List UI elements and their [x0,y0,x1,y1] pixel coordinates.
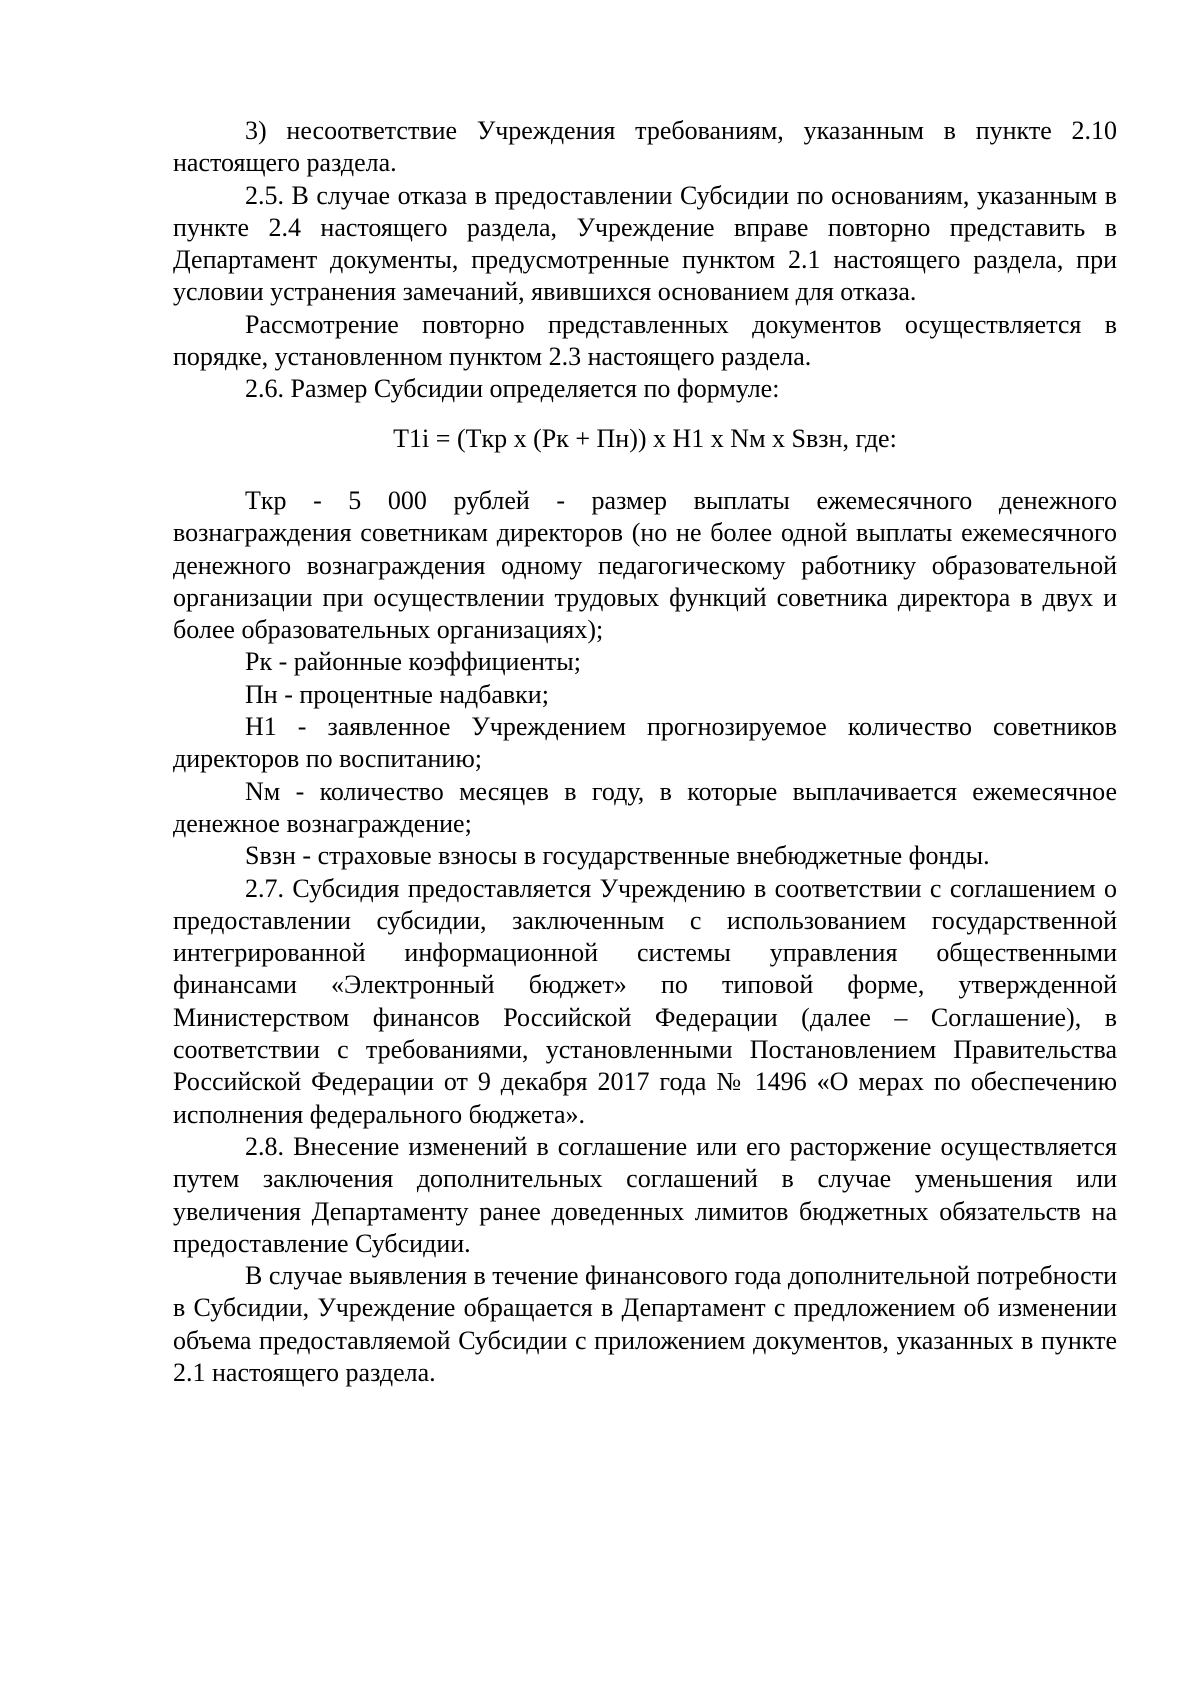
paragraph-review: Рассмотрение повторно представленных документов осуществляется в порядке, установленном пунктом 2.3 настоящего раздела. [173,309,1117,372]
definition-tkr: Tкр - 5 000 рублей - размер выплаты ежемесячного денежного вознаграждения советникам директоров (но не более одной выплаты ежемесячного денежного вознаграждения одному педагогическому работнику образовательной организации при осуществлении трудовых функций советника директора в двух и более образовательных организациях); [173,485,1117,645]
paragraph-additional-need: В случае выявления в течение финансового года дополнительной потребности в Субсидии, Учреждение обращается в Департамент с предложением об изменении объема предоставляемой Субсидии с приложением документов, указанных в пункте 2.1 настоящего раздела. [173,1261,1117,1387]
definition-pn: Пн - процентные надбавки; [245,679,549,709]
definition-h1: H1 - заявленное Учреждением прогнозируемое количество советников директоров по воспитанию; [173,712,1117,774]
definition-svzn: Sвзн - страховые взносы в государственные внебюджетные фонды. [245,841,990,871]
paragraph-item-3: 3) несоответствие Учреждения требованиям, указанным в пункте 2.10 настоящего раздела. [173,116,1117,178]
definition-nm: Nм - количество месяцев в году, в которые выплачивается ежемесячное денежное вознаграждение; [173,776,1117,838]
document-body [173,115,1117,1389]
subsidy-formula: T1i = (Tкр x (Pк + Пн)) x H1 x Nм x Sвзн, где: [393,423,897,453]
definition-rk: Pк - районные коэффициенты; [245,647,581,677]
paragraph-2-8: 2.8. Внесение изменений в соглашение или его расторжение осуществляется путем заключения дополнительных соглашений в случае уменьшения или увеличения Департаменту ранее доведенных лимитов бюджетных обязательств на предоставление Субсидии. [173,1131,1117,1258]
paragraph-2-7: 2.7. Субсидия предоставляется Учреждению в соответствии с соглашением о предоставлении субсидии, заключенным с использованием государственной интегрированной информационной системы управления общественными финансами «Электронный бюджет» по типовой форме, утвержденной Министерством финансов Российской Федерации (далее – Соглашение), в соответствии с требованиями, установленными Постановлением Правительства Российской Федерации от 9 декабря 2017 года № 1496 «О мерах по обеспечению исполнения федерального бюджета». [173,873,1117,1129]
paragraph-2-5: 2.5. В случае отказа в предоставлении Субсидии по основаниям, указанным в пункте 2.4 настоящего раздела, Учреждение вправе повторно представить в Департамент документы, предусмотренные пунктом 2.1 настоящего раздела, при условии устранения замечаний, явившихся основанием для отказа. [173,180,1117,307]
paragraph-2-6: 2.6. Размер Субсидии определяется по формуле: [245,374,780,404]
